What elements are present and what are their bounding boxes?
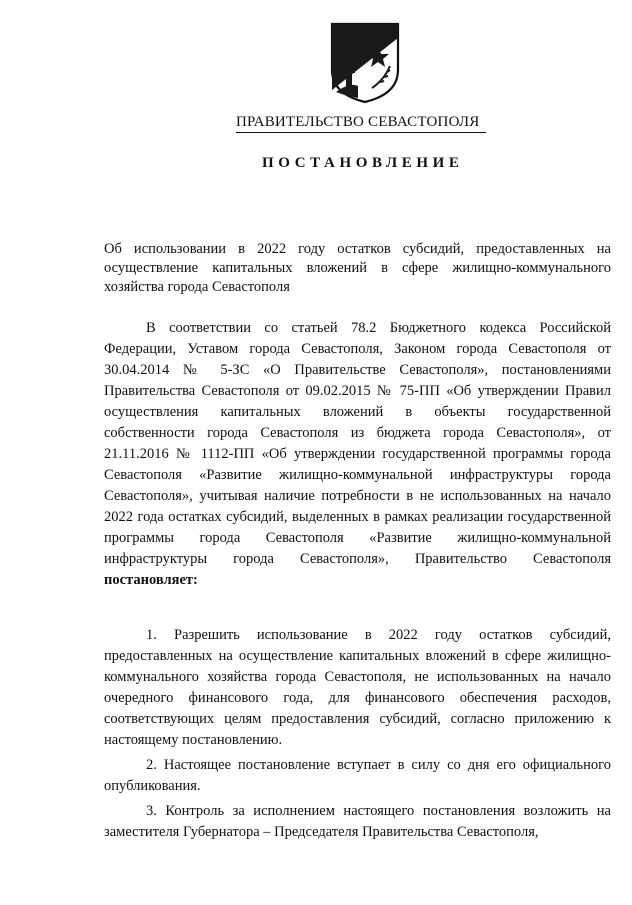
document-subject: Об использовании в 2022 году остатков субсидий, предоставленных на осуществление капитальных вложений в сфере жилищно-коммунального хозяйства города Севастополя	[104, 241, 611, 295]
sevastopol-coat-of-arms-icon	[328, 20, 402, 104]
resolution-item: 1. Разрешить использование в 2022 году остатков субсидий, предоставленных на осуществление капитальных вложений в сфере жилищно-коммунального хозяйства города Севастополя, не использованных на начало очередного финансового года, для финансового обеспечения расходов, соответствующих целям предоставления субсидий, согласно приложению к настоящему постановлению.	[104, 627, 611, 748]
preamble	[104, 318, 611, 591]
preamble-paragraph	[104, 318, 611, 591]
organization-title: ПРАВИТЕЛЬСТВО СЕВАСТОПОЛЯ	[236, 114, 486, 133]
decree-word: постановляет:	[104, 572, 198, 588]
preamble-text: В соответствии со статьей 78.2 Бюджетного кодекса Российской Федерации, Уставом города Севастополя, Законом города Севастополя от 30.04.2014 № 5-ЗС «О Правительстве Севастополя», постановлениями Правительства Севастополя от 09.02.2015 № 75-ПП «Об утверждении Правил осуществления капитальных вложений в объекты государственной собственности города Севастополя из бюджета города Севастополя», от 21.11.2016 № 1112-ПП «Об утверждении государственной программы города Севастополя «Развитие жилищно-коммунальной инфраструктуры города Севастополя», учитывая наличие потребности в не использованных на начало 2022 года остатках субсидий, выделенных в рамках реализации государственной программы города Севастополя «Развитие жилищно-коммунальной инфраструктуры города Севастополя», Правительство Севастополя	[104, 320, 611, 567]
resolution-item: 2. Настоящее постановление вступает в силу со дня его официального опубликования.	[104, 757, 611, 794]
resolution-items	[104, 625, 611, 847]
document-type-title: ПОСТАНОВЛЕНИЕ	[262, 155, 464, 171]
resolution-item: 3. Контроль за исполнением настоящего постановления возложить на заместителя Губернатора – Председателя Правительства Севастополя,	[104, 803, 611, 840]
